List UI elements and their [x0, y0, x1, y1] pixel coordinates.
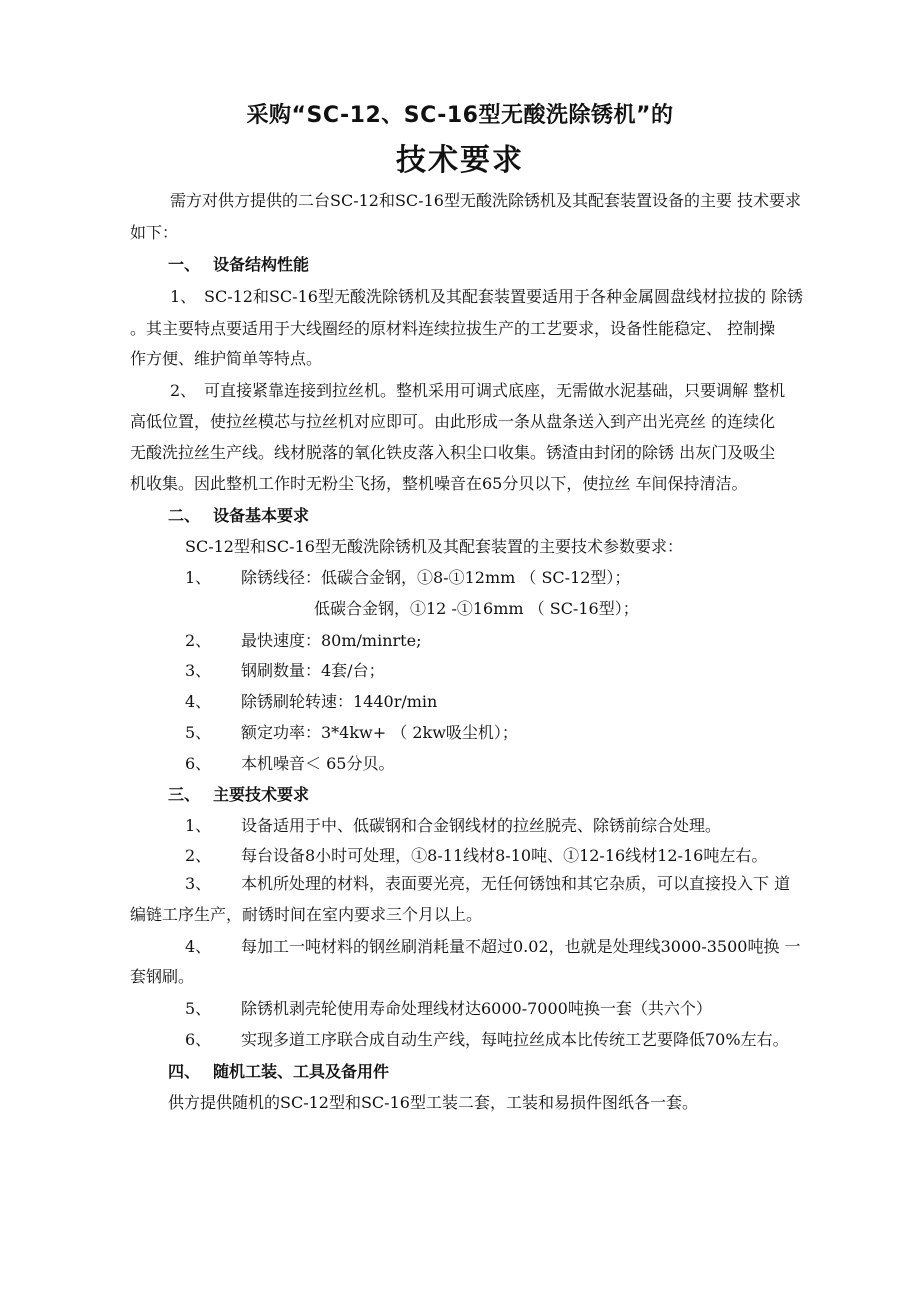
- item-number: 1、: [185, 816, 212, 835]
- item-number: 2、: [170, 381, 197, 400]
- section-3-item-continuation: 套钢刷。: [130, 967, 195, 986]
- section-2-item-continuation: 低碳合金钢，①12 -①16mm （ SC-16型）；: [314, 599, 639, 618]
- section-2-number: 二、: [168, 506, 201, 525]
- item-number: 5、: [185, 999, 212, 1018]
- item-number: 1、: [170, 287, 197, 306]
- section-2-intro: SC-12型和SC-16型无酸洗除锈机及其配套装置的主要技术参数要求：: [185, 537, 683, 556]
- section-1-item-1-line-2: 。其主要特点要适用于大线圈经的原材料连续拉拔生产的工艺要求，设备性能稳定、 控制操: [130, 319, 776, 338]
- item-text: 设备适用于中、低碳钢和合金钢线材的拉丝脱壳、除锈前综合处理。: [241, 816, 722, 835]
- section-3-number: 三、: [168, 785, 201, 804]
- section-3-item: [185, 845, 767, 867]
- item-text: 每台设备8小时可处理，①8-11线材8-10吨、①12-16线材12-16吨左右。: [241, 846, 768, 865]
- section-1-item-2-line-3: 无酸洗拉丝生产线。线材脱落的氧化铁皮落入积尘口收集。锈渣由封闭的除锈 出灰门及吸尘: [130, 443, 776, 462]
- section-3-item: [185, 998, 712, 1020]
- item-text: SC-12和SC-16型无酸洗除锈机及其配套装置要适用于各种金属圆盘线材拉拔的 除锈: [204, 287, 804, 306]
- item-text: 实现多道工序联合成自动生产线，每吨拉丝成本比传统工艺要降低70%左右。: [241, 1030, 789, 1049]
- item-number: 6、: [185, 1030, 212, 1049]
- section-1-item-1-line-3: 作方便、维护简单等特点。: [130, 349, 323, 368]
- section-3-title: 主要技术要求: [213, 785, 310, 804]
- item-number: 4、: [185, 937, 212, 956]
- section-4-heading: [168, 1061, 389, 1083]
- item-text: 除锈刷轮转速：1440r/min: [241, 692, 438, 711]
- section-1-heading: [168, 254, 309, 276]
- section-4-title: 随机工装、工具及备用件: [213, 1062, 390, 1081]
- item-number: 3、: [185, 661, 212, 680]
- item-number: 4、: [185, 692, 212, 711]
- item-number: 2、: [185, 631, 212, 650]
- item-number: 2、: [185, 846, 212, 865]
- item-number: 6、: [185, 754, 212, 773]
- section-4-text: 供方提供随机的SC-12型和SC-16型工装二套，工装和易损件图纸各一套。: [168, 1093, 698, 1112]
- intro-line-2: 如下：: [130, 223, 179, 242]
- section-2-item: [185, 630, 421, 652]
- section-3-item: [185, 815, 721, 837]
- section-2-item: [185, 567, 630, 589]
- section-2-heading: [168, 505, 309, 527]
- section-3-item: [185, 1029, 789, 1051]
- section-1-title: 设备结构性能: [213, 255, 310, 274]
- section-3-item: [185, 873, 790, 895]
- section-2-item: [185, 722, 518, 744]
- item-number: 1、: [185, 568, 212, 587]
- section-4-number: 四、: [168, 1062, 201, 1081]
- section-2-item: [185, 660, 385, 682]
- section-2-item: [185, 753, 394, 775]
- item-text: 本机所处理的材料，表面要光亮，无任何锈蚀和其它杂质，可以直接投入下 道: [241, 874, 791, 893]
- item-number: 5、: [185, 723, 212, 742]
- item-number: 3、: [185, 874, 212, 893]
- section-1-item-1-line-1: [170, 286, 803, 308]
- document-title: 采购“SC-12、SC-16型无酸洗除锈机”的: [246, 103, 674, 128]
- section-1-number: 一、: [168, 255, 201, 274]
- document-subtitle: 技术要求: [396, 143, 524, 178]
- item-text: 除锈机剥壳轮使用寿命处理线材达6000-7000吨换一套（共六个）: [241, 999, 712, 1018]
- section-2-title: 设备基本要求: [213, 506, 310, 525]
- item-text: 钢刷数量：4套/台；: [241, 661, 385, 680]
- section-2-item: [185, 691, 437, 713]
- section-3-heading: [168, 784, 309, 806]
- section-1-item-2-line-2: 高低位置，使拉丝模芯与拉丝机对应即可。由此形成一条从盘条送入到产出光亮丝 的连续化: [130, 412, 776, 431]
- item-text: 最快速度：80m/minrte;: [241, 631, 422, 650]
- section-1-item-2-line-4: 机收集。因此整机工作时无粉尘飞扬，整机噪音在65分贝以下，使拉丝 车间保持清洁。: [130, 474, 748, 493]
- section-1-item-2-line-1: [170, 380, 785, 402]
- intro-line-1: 需方对供方提供的二台SC-12和SC-16型无酸洗除锈机及其配套装置设备的主要 技术要求: [170, 191, 802, 210]
- item-text: 额定功率：3*4kw+ （ 2kw吸尘机）；: [241, 723, 518, 742]
- section-3-item-continuation: 编链工序生产，耐锈时间在室内要求三个月以上。: [130, 905, 483, 924]
- section-3-item: [185, 936, 801, 958]
- item-text: 除锈线径：低碳合金钢，①8-①12mm （ SC-12型）；: [241, 568, 631, 587]
- item-text: 可直接紧靠连接到拉丝机。整机采用可调式底座，无需做水泥基础，只要调解 整机: [204, 381, 786, 400]
- item-text: 每加工一吨材料的钢丝刷消耗量不超过0.02，也就是处理线3000-3500吨换 一: [241, 937, 801, 956]
- item-text: 本机噪音＜ 65分贝。: [241, 754, 395, 773]
